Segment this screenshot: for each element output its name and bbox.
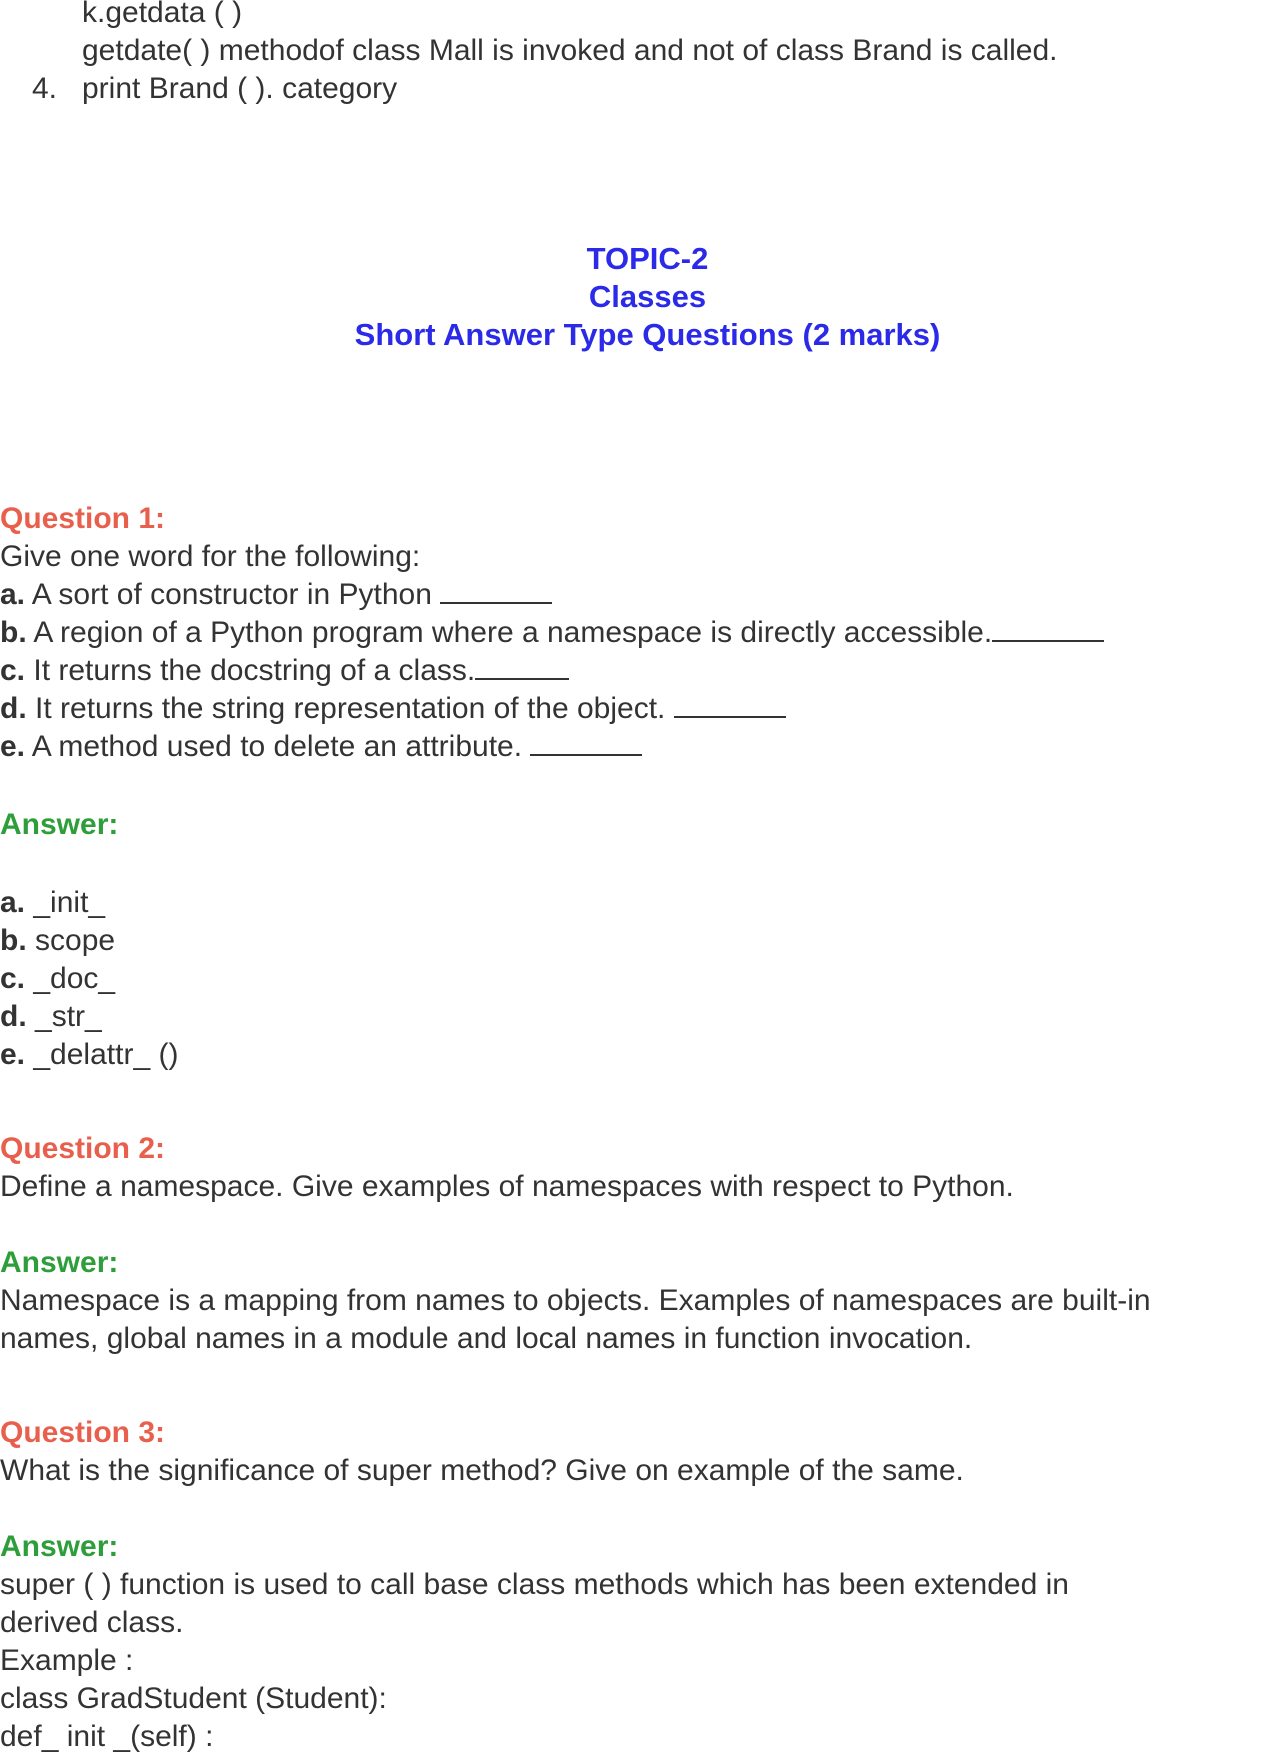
question-3-answer-line-1: super ( ) function is used to call base class methods which has been extended in <box>0 1568 1069 1601</box>
item-label: c. <box>0 654 26 687</box>
answer-1-e <box>0 1036 178 1074</box>
answer-blank <box>440 578 552 604</box>
question-1-item-d <box>0 690 786 728</box>
section-title: Short Answer Type Questions (2 marks) <box>354 317 941 352</box>
item-text: A sort of constructor in Python <box>31 578 441 611</box>
answer-text: _str_ <box>35 1000 102 1033</box>
explanation-line: getdate( ) methodof class Mall is invoked and not of class Brand is called. <box>82 34 1058 67</box>
code-line-init: def_ init _(self) : <box>0 1720 214 1753</box>
answer-text: _doc_ <box>33 962 116 995</box>
question-3-heading: Question 3: <box>0 1416 166 1449</box>
question-1-prompt: Give one word for the following: <box>0 540 421 573</box>
answer-blank <box>475 654 569 680</box>
question-1-item-c <box>0 652 569 690</box>
list-item-4: print Brand ( ). category <box>82 72 398 105</box>
question-1-item-e <box>0 728 642 766</box>
item-label: d. <box>0 692 27 725</box>
topic-subtitle: Classes <box>588 279 707 314</box>
question-1-item-b <box>0 614 1104 652</box>
answer-label: c. <box>0 962 26 995</box>
question-3-prompt: What is the significance of super method? Give on example of the same. <box>0 1454 964 1487</box>
question-3-answer-heading: Answer: <box>0 1530 119 1563</box>
question-1-answer-heading: Answer: <box>0 808 119 841</box>
topic-title: TOPIC-2 <box>586 241 709 276</box>
answer-text: _init_ <box>33 886 106 919</box>
answer-label: e. <box>0 1038 26 1071</box>
answer-label: b. <box>0 924 27 957</box>
question-1-heading: Question 1: <box>0 502 166 535</box>
question-2-answer-line-1: Namespace is a mapping from names to objects. Examples of namespaces are built-in <box>0 1284 1151 1317</box>
answer-blank <box>530 730 642 756</box>
answer-blank <box>992 616 1104 642</box>
answer-text: scope <box>35 924 116 957</box>
answer-label: d. <box>0 1000 27 1033</box>
answer-label: a. <box>0 886 26 919</box>
code-line-getdata: k.getdata ( ) <box>82 0 243 29</box>
question-2-answer-heading: Answer: <box>0 1246 119 1279</box>
item-label: b. <box>0 616 27 649</box>
answer-1-d <box>0 998 102 1036</box>
question-2-prompt: Define a namespace. Give examples of namespaces with respect to Python. <box>0 1170 1014 1203</box>
item-text: It returns the docstring of a class. <box>33 654 476 687</box>
code-line-class: class GradStudent (Student): <box>0 1682 387 1715</box>
answer-text: _delattr_ () <box>33 1038 179 1071</box>
item-label: a. <box>0 578 26 611</box>
answer-blank <box>674 692 786 718</box>
answer-1-c <box>0 960 115 998</box>
answer-1-a <box>0 884 105 922</box>
example-label: Example : <box>0 1644 134 1677</box>
item-text: A method used to delete an attribute. <box>31 730 531 763</box>
question-2-answer-line-2: names, global names in a module and local names in function invocation. <box>0 1322 973 1355</box>
question-3-answer-line-2: derived class. <box>0 1606 184 1639</box>
question-2-heading: Question 2: <box>0 1132 166 1165</box>
item-text: A region of a Python program where a namespace is directly accessible. <box>33 616 993 649</box>
question-1-item-a <box>0 576 552 614</box>
list-number-4: 4. <box>32 72 58 105</box>
item-text: It returns the string representation of the object. <box>35 692 674 725</box>
answer-1-b <box>0 922 115 960</box>
item-label: e. <box>0 730 26 763</box>
